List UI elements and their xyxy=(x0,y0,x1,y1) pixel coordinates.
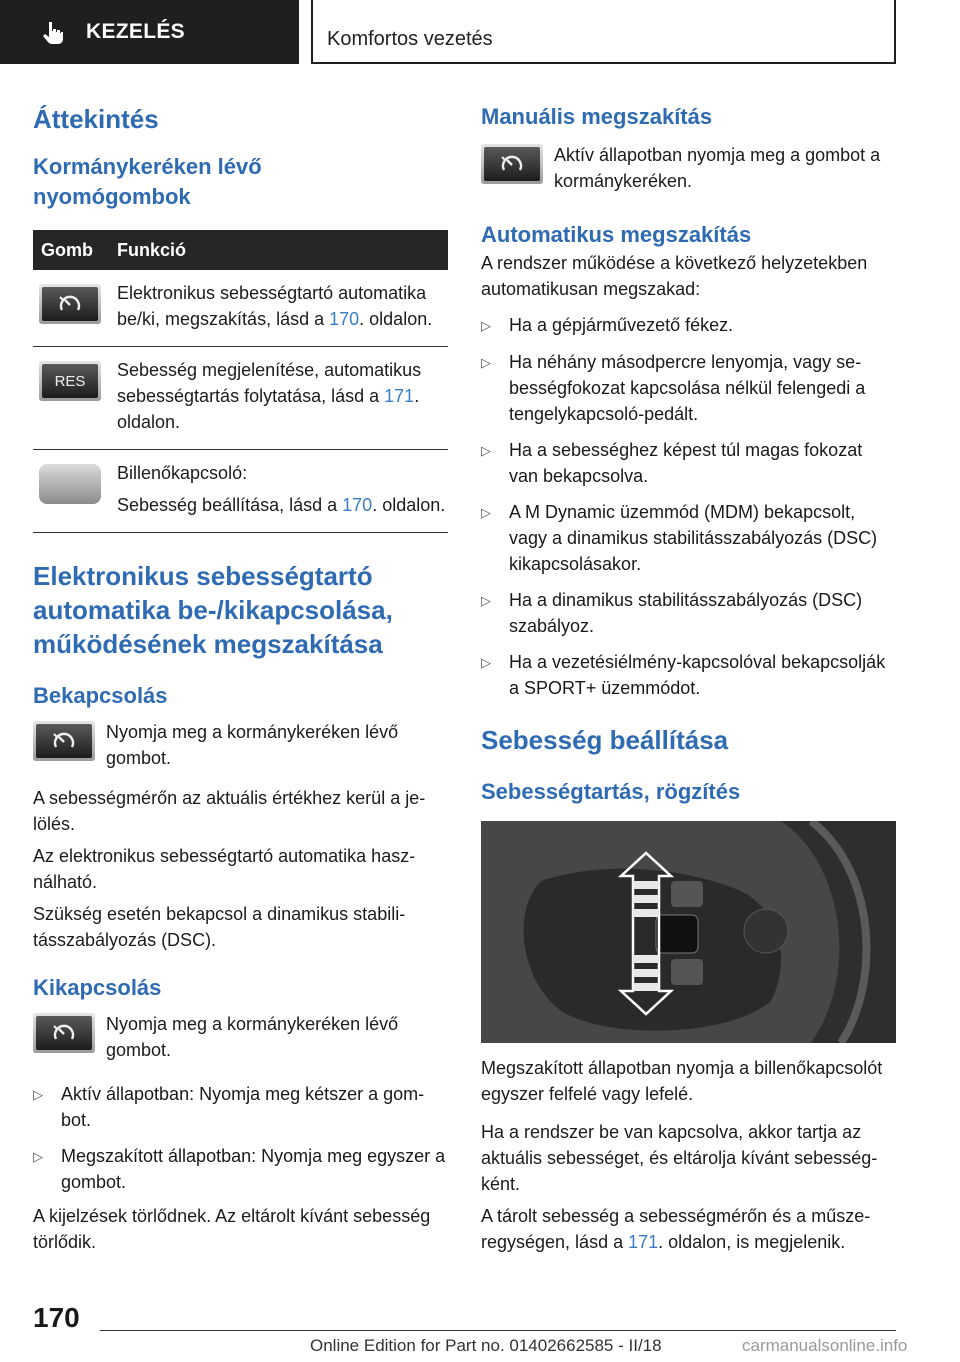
buttons-subtitle: Kormánykeréken lévő nyomógombok xyxy=(33,154,262,209)
paragraph: A sebességmérőn az aktuális értékhez kerül a jelölés. xyxy=(33,788,426,834)
switch-off-title: Kikapcsolás xyxy=(33,975,162,1000)
list-item: ▷ A M Dynamic üzemmód (MDM) bekapcsolt, vagy a dinamikus stabilitásszabályozás (DSC) kikapcsolásakor. xyxy=(481,499,896,577)
page-link[interactable]: 171 xyxy=(384,386,415,406)
triangle-bullet-icon: ▷ xyxy=(481,655,491,670)
right-column xyxy=(481,100,896,1255)
row-description: Elektronikus sebességtartó automatika be/ki, megszakítás, lásd a 170. oldalon. xyxy=(117,283,433,329)
auto-interrupt-list xyxy=(481,312,896,701)
paragraph: Az elektronikus sebességtartó automatika használható. xyxy=(33,846,416,892)
section-label: KEZELÉS xyxy=(86,20,185,43)
buttons-table xyxy=(33,230,448,533)
figure-caption: Megszakított állapotban nyomja a billenőkapcsolót egyszer felfelé vagy lefelé. xyxy=(481,1058,883,1104)
list-item: ▷ Ha a dinamikus stabilitásszabályozás (DSC) szabályoz. xyxy=(481,587,896,639)
manual-interrupt-title: Manuális megszakítás xyxy=(481,104,713,129)
triangle-bullet-icon: ▷ xyxy=(33,1149,43,1164)
table-row xyxy=(33,270,448,347)
chapter-header xyxy=(311,0,896,64)
rocker-switch-icon xyxy=(39,464,101,504)
list-item: ▷ Ha a sebességhez képest túl magas fokozat van bekapcsolva. xyxy=(481,437,896,489)
column-header-function: Funkció xyxy=(117,239,187,260)
switch-off-instruction: Nyomja meg a kormánykeréken lévő gombot. xyxy=(33,1011,448,1063)
cruise-control-button-icon xyxy=(33,1013,95,1053)
list-item: ▷ Ha néhány másodpercre lenyomja, vagy sebességfokozat kapcsolása nélkül felengedi a tengelykapcsoló-pedált. xyxy=(481,349,896,427)
page-number: 170 xyxy=(33,1302,80,1333)
manual-interrupt-instruction: Aktív állapotban nyomja meg a gombot a kormánykeréken. xyxy=(481,142,896,194)
footer-rule xyxy=(100,1330,896,1331)
triangle-bullet-icon: ▷ xyxy=(481,443,491,458)
edition-text: Online Edition for Part no. 01402662585 - II/18 xyxy=(310,1336,662,1355)
chapter-title: Komfortos vezetés xyxy=(327,28,493,50)
page-link[interactable]: 170 xyxy=(342,495,373,515)
switch-on-title: Bekapcsolás xyxy=(33,683,168,708)
paragraph: A tárolt sebesség a sebességmérőn és a műszeregységen, lásd a 171. oldalon, is megjelenik. xyxy=(481,1206,871,1252)
list-item: ▷ Megszakított állapotban: Nyomja meg egyszer a gombot. xyxy=(33,1143,448,1195)
list-item: ▷ Ha a gépjárművezető fékez. xyxy=(481,312,896,339)
paragraph: Ha a rendszer be van kapcsolva, akkor tartja az aktuális sebességet, és eltárolja kívánt sebességként. xyxy=(481,1122,878,1194)
page-link[interactable]: 170 xyxy=(329,309,360,329)
list-item: ▷ Aktív állapotban: Nyomja meg kétszer a gombot. xyxy=(33,1081,448,1133)
section-title: Elektronikus sebességtartó automatika be-/kikapcsolása, működésének megszakítása xyxy=(33,561,393,659)
triangle-bullet-icon: ▷ xyxy=(481,593,491,608)
triangle-bullet-icon: ▷ xyxy=(33,1087,43,1102)
table-row xyxy=(33,347,448,450)
triangle-bullet-icon: ▷ xyxy=(481,355,491,370)
paragraph: A kijelzések törlődnek. Az eltárolt kívánt sebesség törlődik. xyxy=(33,1206,431,1252)
column-header-button: Gomb xyxy=(41,239,93,260)
cruise-control-button-icon xyxy=(481,144,543,184)
triangle-bullet-icon: ▷ xyxy=(481,318,491,333)
auto-interrupt-title: Automatikus megszakítás xyxy=(481,222,752,247)
page-link[interactable]: 171 xyxy=(628,1232,659,1252)
speedometer-icon xyxy=(57,293,83,315)
watermark: carmanualsonline.info xyxy=(742,1336,908,1355)
res-button-icon: RES xyxy=(39,361,101,401)
cruise-control-button-icon xyxy=(39,284,101,324)
list-item: ▷ Ha a vezetésiélmény-kapcsolóval bekapcsolják a SPORT+ üzemmódot. xyxy=(481,649,896,701)
overview-title: Áttekintés xyxy=(33,104,159,134)
steering-wheel-illustration xyxy=(481,821,896,1043)
switch-on-instruction: Nyomja meg a kormánykeréken lévő gombot. xyxy=(33,719,448,771)
hand-icon xyxy=(40,19,66,45)
speed-setting-title: Sebesség beállítása xyxy=(481,725,729,755)
table-header xyxy=(33,230,448,270)
cruise-control-button-icon xyxy=(33,721,95,761)
table-row xyxy=(33,450,448,533)
paragraph: Szükség esetén bekapcsol a dinamikus stabilitásszabályozás (DSC). xyxy=(33,904,406,950)
row-description: Billenőkapcsoló: Sebesség beállítása, lásd a 170. oldalon. xyxy=(117,463,446,515)
left-column xyxy=(33,100,448,1255)
paragraph: A rendszer működése a következő helyzetekben automatikusan megszakad: xyxy=(481,253,868,299)
triangle-bullet-icon: ▷ xyxy=(481,505,491,520)
speed-hold-subtitle: Sebességtartás, rögzítés xyxy=(481,779,741,804)
section-tab xyxy=(0,0,299,64)
row-description: Sebesség megjelenítése, automatikus sebességtartás folytatása, lásd a 171. oldalon. xyxy=(117,360,422,432)
